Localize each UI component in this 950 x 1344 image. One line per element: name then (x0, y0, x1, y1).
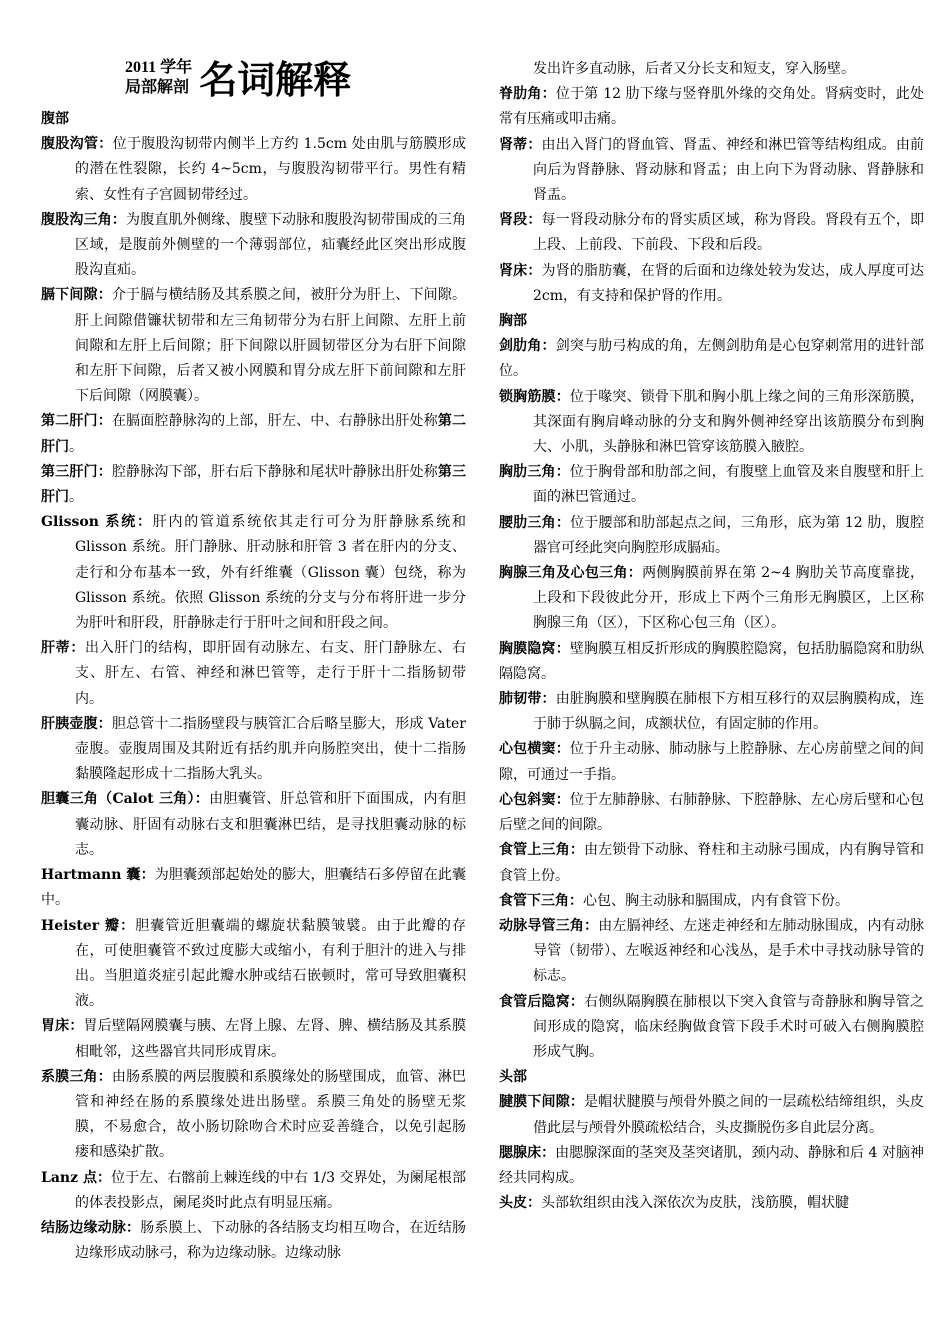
term: 结肠边缘动脉： (41, 1219, 141, 1236)
glossary-entry (41, 283, 466, 409)
definition: 由左锁骨下动脉、脊柱和主动脉弓围成，内有胸导管和食管上份。 (499, 842, 925, 884)
glossary-entry (499, 889, 924, 914)
term: 第二肝门： (41, 413, 112, 430)
term: 膈下间隙： (41, 287, 112, 304)
term: 第二肝门 (41, 413, 467, 455)
definition: 位于升主动脉、肺动脉与上腔静脉、左心房前壁之间的间隙，可通过一手指。 (499, 741, 925, 783)
term: 脊肋角： (499, 86, 556, 103)
glossary-entry (499, 511, 924, 561)
glossary-entry (499, 1090, 924, 1140)
glossary-entry (41, 510, 466, 636)
glossary-entry (499, 133, 924, 209)
definition: 。 (69, 489, 83, 506)
term: 食管下三角： (499, 892, 583, 909)
glossary-entry (41, 1014, 466, 1064)
definition: 胆囊管近胆囊端的螺旋状黏膜皱襞。由于此瓣的存在，可使胆囊管不致过度膨大或缩小，有利于胆汁的进入与排出。当胆道炎症引起此瓣水肿或结石嵌顿时，常可导致胆囊积液。 (75, 917, 466, 1010)
term: 第三肝门 (41, 463, 467, 506)
glossary-entry (41, 1216, 466, 1266)
term: 肝蒂： (41, 640, 86, 657)
term: 肾段： (499, 212, 542, 229)
term: 肝胰壶腹： (41, 715, 112, 732)
entry-continuation: 发出许多直动脉，后者又分长支和短支，穿入肠壁。 (533, 61, 855, 77)
right-column (499, 57, 924, 1216)
glossary-entry (499, 737, 924, 787)
term: 系膜三角： (41, 1068, 112, 1085)
term: 肺韧带： (499, 691, 556, 708)
document-title (125, 58, 351, 108)
term: 头皮： (499, 1195, 541, 1212)
definition: 由出入肾门的肾血管、肾盂、神经和淋巴管等结构组成。由前向后为肾静脉、肾动脉和肾盂；由上向下为肾动脉、肾静脉和肾盂。 (533, 136, 925, 204)
glossary-entry (41, 1166, 466, 1216)
glossary-entry (499, 385, 924, 461)
definition: 由脏胸膜和壁胸膜在肺根下方相互移行的双层胸膜构成，连于肺于纵膈之间，成额状位，有固定肺的作用。 (533, 691, 925, 733)
definition: 位于胸骨部和肋部之间，有腹壁上血管及来自腹壁和肝上面的淋巴管通过。 (533, 464, 925, 506)
term: 胸膜隐窝： (499, 640, 570, 657)
term: 胸腺三角及心包三角： (499, 565, 643, 582)
glossary-entry (41, 1065, 466, 1166)
term: Heister 瓣： (41, 917, 136, 934)
term: 腮腺床： (499, 1144, 556, 1161)
glossary-entry (41, 460, 466, 510)
glossary-entry (499, 1141, 924, 1191)
definition: 为腹直肌外侧缘、腹壁下动脉和腹股沟韧带围成的三角区域，是腹前外侧壁的一个薄弱部位，疝囊经此区突出形成腹股沟直疝。 (75, 211, 467, 279)
term: 腰肋三角： (499, 514, 571, 531)
definition: 位于左、右髂前上棘连线的中右 1/3 交界处，为阑尾根部的体表投影点，阑尾炎时此点有明显压痛。 (75, 1169, 466, 1211)
term: 胃床： (41, 1018, 84, 1035)
definition: 位于第 12 肋下缘与竖脊肌外缘的交角处。肾病变时，此处常有压痛或叩击痛。 (499, 86, 925, 128)
glossary-entry (41, 712, 466, 788)
glossary-entry (499, 788, 924, 838)
definition: 由胆囊管、肝总管和肝下面围成，内有胆囊动脉、肝固有动脉右支和胆囊淋巴结，是寻找胆囊动脉的标志。 (75, 791, 466, 858)
term: 食管上三角： (499, 842, 585, 859)
glossary-entry (499, 637, 924, 687)
definition: 。 (69, 438, 83, 455)
definition: 剑突与肋弓构成的角，左侧剑肋角是心包穿刺常用的进针部位。 (499, 338, 925, 380)
glossary-entry (499, 1191, 924, 1216)
definition: 每一肾段动脉分布的肾实质区域，称为肾段。肾段有五个，即上段、上前段、下前段、下段和后段。 (533, 212, 925, 254)
definition: 由左膈神经、左迷走神经和左肺动脉围成，内有动脉导管（韧带）、左喉返神经和心浅丛，是手术中寻找动脉导管的标志。 (533, 917, 925, 985)
glossary-entry (499, 561, 924, 637)
definition: 胃后壁隔网膜囊与胰、左肾上腺、左肾、脾、横结肠及其系膜相毗邻，这些器官共同形成胃床。 (75, 1018, 467, 1060)
title-year: 2011 学年 (125, 59, 193, 76)
section-heading: 头部 (499, 1069, 527, 1086)
term: Glisson 系统： (41, 514, 153, 531)
glossary-entry (499, 838, 924, 888)
definition: 介于膈与横结肠及其系膜之间，被肝分为肝上、下间隙。肝上间隙借镰状韧带和左三角韧带分为右肝上间隙、左肝上前间隙和左肝上后间隙；肝下间隙以肝圆韧带区分为右肝下间隙和左肝下间隙，后者又被小网膜和胃分成左肝下前间隙和左肝下后间隙（网膜囊）。 (75, 287, 467, 405)
title-main: 名词解释 (199, 58, 352, 102)
definition: 头部软组织由浅入深依次为皮肤，浅筋膜，帽状腱 (541, 1195, 849, 1212)
definition: 由腮腺深面的茎突及茎突诸肌，颈内动、静脉和后 4 对脑神经共同构成。 (499, 1144, 925, 1186)
definition: 位于左肺静脉、右肺静脉、下腔静脉、左心房后壁和心包后壁之间的间隙。 (499, 791, 925, 834)
definition: 为肾的脂肪囊，在肾的后面和边缘处较为发达，成人厚度可达 2cm，有支持和保护肾的作用。 (533, 262, 925, 304)
definition: 在膈面腔静脉沟的上部，肝左、中、右静脉出肝处称 (111, 413, 438, 430)
term: 腹股沟管： (41, 136, 113, 153)
term: 第三肝门： (41, 463, 112, 480)
glossary-entry (499, 82, 924, 132)
term: 心包横窦： (499, 741, 570, 758)
definition: 是帽状腱膜与颅骨外膜之间的一层疏松结缔组织，头皮借此层与颅骨外膜疏松结合，头皮撕脱伤多自此层分离。 (533, 1094, 925, 1136)
definition: 肠系膜上、下动脉的各结肠支均相互吻合，在近结肠边缘形成动脉弓，称为边缘动脉。边缘动脉 (75, 1219, 467, 1262)
term: 剑肋角： (499, 338, 556, 355)
term: 食管后隐窝： (499, 993, 585, 1010)
glossary-entry (499, 259, 924, 309)
term: 肾床： (499, 262, 542, 279)
term: 胸肋三角： (499, 464, 570, 481)
definition: 位于腹股沟韧带内侧半上方约 1.5cm 处由肌与筋膜形成的潜在性裂隙，长约 4~5cm，与腹股沟韧带平行。男性有精索、女性有子宫圆韧带经过。 (75, 136, 467, 203)
glossary-entry (499, 687, 924, 737)
term: 锁胸筋膜： (499, 388, 570, 405)
definition: 由肠系膜的两层腹膜和系膜缘处的肠壁围成，血管、淋巴管和神经在肠的系膜缘处进出肠壁。系膜三角处的肠壁无浆膜，不易愈合，故小肠切除吻合术时应妥善缝合，以免引起肠瘘和感染扩散。 (75, 1068, 467, 1161)
glossary-entry (41, 914, 466, 1015)
definition: 右侧纵隔胸膜在肺根以下突入食管与奇静脉和胸导管之间形成的隐窝，临床经胸做食管下段手术时可破入右侧胸膜腔形成气胸。 (533, 993, 925, 1060)
title-subtitle (125, 58, 192, 98)
left-column (41, 107, 466, 1266)
definition: 两侧胸膜前界在第 2~4 胸肋关节高度靠拢，上段和下段彼此分开，形成上下两个三角形无胸膜区，上区称胸腺三角（区），下区称心包三角（区）。 (533, 565, 925, 632)
glossary-entry (499, 334, 924, 384)
definition: 胆总管十二指肠壁段与胰管汇合后略呈膨大，形成 Vater 壶腹。壶腹周围及其附近有括约肌并向肠腔突出，使十二指肠黏膜隆起形成十二指肠大乳头。 (75, 715, 466, 783)
definition: 位于喙突、锁骨下肌和胸小肌上缘之间的三角形深筋膜，其深面有胸肩峰动脉的分支和胸外侧神经穿出该筋膜分布到胸大、小肌，头静脉和淋巴管穿该筋膜入腋腔。 (533, 388, 925, 456)
glossary-entry (41, 208, 466, 284)
term: 动脉导管三角： (499, 917, 599, 934)
definition: 为胆囊颈部起始处的膨大，胆囊结石多停留在此囊中。 (41, 867, 467, 909)
definition: 出入肝门的结构，即肝固有动脉左、右支、肝门静脉左、右支、肝左、右管、神经和淋巴管等，走行于肝十二指肠韧带内。 (75, 640, 467, 707)
glossary-entry (41, 787, 466, 863)
term: 腹股沟三角： (41, 211, 127, 228)
glossary-entry (41, 863, 466, 913)
definition: 肝内的管道系统依其走行可分为肝静脉系统和 Glisson 系统。肝门静脉、肝动脉和肝管 3 者在肝内的分支、走行和分布基本一致，外有纤维囊（Glisson 囊）包绕，称为 Glisson 系统。依照 Glisson 系统的分支与分布将肝进一步分为肝叶和肝段，肝静脉走行于肝叶之间和肝段之间。 (75, 514, 466, 632)
term: 肾蒂： (499, 136, 542, 153)
glossary-entry (499, 914, 924, 990)
glossary-entry (499, 460, 924, 510)
definition: 位于腰部和肋部起点之间，三角形，底为第 12 肋，腹腔器官可经此突向胸腔形成膈疝。 (533, 514, 925, 556)
definition: 壁胸膜互相反折形成的胸膜腔隐窝，包括肋膈隐窝和肋纵隔隐窝。 (499, 640, 925, 682)
glossary-entry (499, 208, 924, 258)
term: Lanz 点： (41, 1169, 112, 1186)
term: 心包斜窦： (499, 791, 570, 808)
section-heading: 胸部 (499, 313, 527, 330)
term: Hartmann 囊： (41, 867, 155, 884)
section-heading: 腹部 (41, 111, 69, 127)
term: 腱膜下间隙： (499, 1094, 585, 1111)
glossary-entry (41, 636, 466, 712)
definition: 心包、胸主动脉和膈围成，内有食管下份。 (583, 892, 849, 909)
definition: 腔静脉沟下部，肝右后下静脉和尾状叶静脉出肝处称 (111, 463, 438, 480)
glossary-entry (41, 409, 466, 459)
glossary-entry (499, 990, 924, 1066)
title-course: 局部解剖 (125, 79, 190, 96)
term: 胆囊三角（Calot 三角）： (41, 791, 210, 808)
glossary-entry (41, 132, 466, 208)
